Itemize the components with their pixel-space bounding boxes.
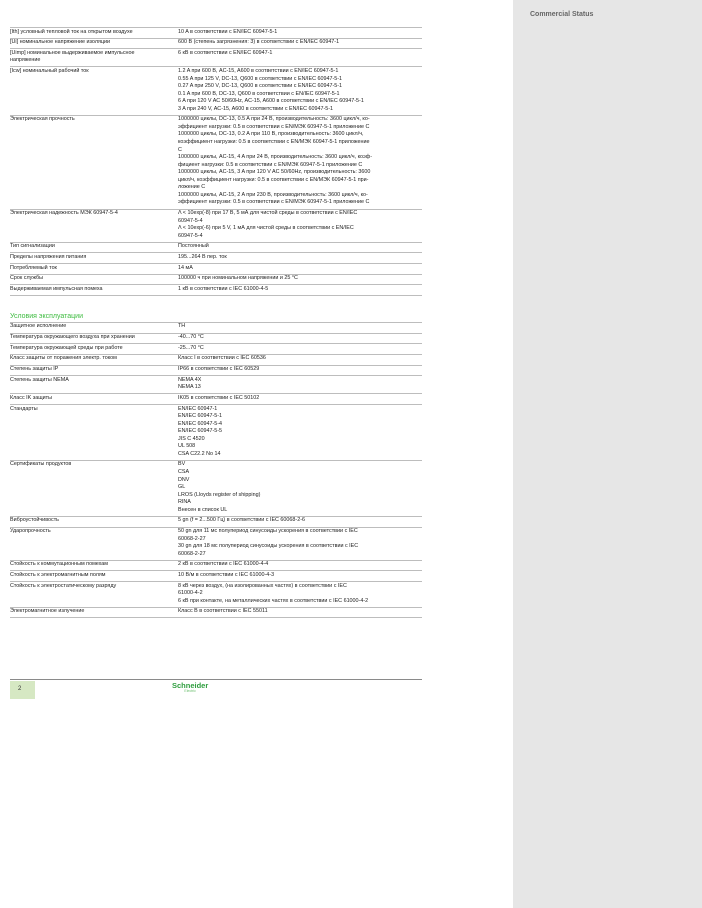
spec-label bbox=[10, 571, 178, 582]
spec-label bbox=[10, 274, 178, 285]
spec-label-line: Степень защиты NEMA bbox=[10, 376, 69, 383]
spec-row bbox=[10, 322, 422, 333]
spec-value-line: IK05 в соответствии с IEC 50102 bbox=[178, 394, 260, 401]
spec-row bbox=[10, 376, 422, 394]
spec-label bbox=[10, 560, 178, 571]
spec-label bbox=[10, 344, 178, 355]
spec-row bbox=[10, 264, 422, 275]
spec-value-line: Класс B в соответствии с IEC 55011 bbox=[178, 608, 268, 615]
spec-value-line: 61000-4-2 bbox=[178, 590, 203, 597]
spec-label bbox=[10, 365, 178, 376]
spec-value-line: эффициент нагрузки: 0.5 в соответствии с EN/МЭК 60947-5-1 приложение C bbox=[178, 123, 370, 130]
spec-value-line: Λ < 10exp(-6) при 5 V, 1 мА для чистой среды в соответствии с EN/IEC bbox=[178, 225, 354, 232]
spec-row bbox=[10, 242, 422, 253]
spec-table-operating-body bbox=[10, 322, 422, 617]
spec-label bbox=[10, 376, 178, 394]
spec-value bbox=[178, 38, 422, 49]
spec-value bbox=[178, 571, 422, 582]
spec-value bbox=[178, 405, 422, 461]
spec-label bbox=[10, 28, 178, 39]
spec-label bbox=[10, 49, 178, 67]
spec-label bbox=[10, 322, 178, 333]
spec-value bbox=[178, 49, 422, 67]
spec-label bbox=[10, 242, 178, 253]
spec-value-line: 0.55 A при 125 V, DC-13, Q600 в соответствии с EN/IEC 60947-5-1 bbox=[178, 75, 343, 82]
spec-value-line: 10 В/м в соответствии с IEC 61000-4-3 bbox=[178, 571, 275, 578]
spec-value bbox=[178, 607, 422, 618]
spec-label-line: Защитное исполнение bbox=[10, 323, 67, 330]
spec-value-line: UL 508 bbox=[178, 443, 196, 450]
spec-value-line: 14 мА bbox=[178, 264, 193, 271]
spec-row bbox=[10, 115, 422, 209]
spec-label-line: Срок службы bbox=[10, 275, 43, 282]
spec-label bbox=[10, 333, 178, 344]
spec-row bbox=[10, 571, 422, 582]
spec-value-line: Внесен в список UL bbox=[178, 506, 228, 513]
spec-value-line: RINA bbox=[178, 499, 191, 506]
spec-value bbox=[178, 516, 422, 527]
spec-value-line: 60068-2-27 bbox=[178, 535, 206, 542]
spec-value bbox=[178, 264, 422, 275]
spec-label-line: Стойкость к электромагнитным полям bbox=[10, 571, 106, 578]
spec-row bbox=[10, 333, 422, 344]
spec-value bbox=[178, 333, 422, 344]
spec-value bbox=[178, 560, 422, 571]
spec-label-line: Пределы напряжения питания bbox=[10, 253, 87, 260]
spec-value-line: 0.27 A при 250 V, DC-13, Q600 в соответствии с EN/IEC 60947-5-1 bbox=[178, 83, 343, 90]
spec-value bbox=[178, 344, 422, 355]
spec-value-line: 5 gn (f = 2...500 Гц) в соответствии с IEC 60068-2-6 bbox=[178, 517, 306, 524]
spec-row bbox=[10, 285, 422, 296]
spec-row bbox=[10, 274, 422, 285]
section-title-operating-conditions: Условия эксплуатации bbox=[10, 312, 83, 320]
spec-value bbox=[178, 365, 422, 376]
spec-value-line: -25...70 °C bbox=[178, 344, 204, 351]
spec-label bbox=[10, 264, 178, 275]
spec-label-line: Температура окружающего воздуха при хранении bbox=[10, 334, 135, 341]
spec-value-line: TH bbox=[178, 323, 186, 330]
spec-value bbox=[178, 322, 422, 333]
spec-value bbox=[178, 115, 422, 209]
spec-row bbox=[10, 253, 422, 264]
spec-row bbox=[10, 28, 422, 39]
spec-label-line: Класс защиты от поражения электр. током bbox=[10, 355, 117, 362]
spec-value-line: 2 кВ в соответствии с IEC 61000-4-4 bbox=[178, 561, 269, 568]
spec-value-line: эффициент нагрузки: 0.5 в соответствии с EN/МЭК 60947-5-1 приложение C bbox=[178, 199, 370, 206]
spec-value bbox=[178, 354, 422, 365]
spec-value-line: 1.2 A при 600 В, AC-15, A600 в соответствии с EN/IEC 60947-5-1 bbox=[178, 67, 339, 74]
spec-row bbox=[10, 516, 422, 527]
spec-label-line: Стойкость к коммутационным помехам bbox=[10, 561, 109, 568]
spec-value bbox=[178, 582, 422, 608]
spec-row bbox=[10, 460, 422, 516]
spec-row bbox=[10, 344, 422, 355]
spec-value-line: Постоянный bbox=[178, 243, 209, 250]
spec-label bbox=[10, 607, 178, 618]
spec-value-line: C bbox=[178, 146, 182, 153]
spec-value-line: 60068-2-27 bbox=[178, 550, 206, 557]
spec-value-line: NEMA 13 bbox=[178, 384, 201, 391]
spec-value-line: IP66 в соответствии с IEC 60529 bbox=[178, 366, 260, 373]
spec-value bbox=[178, 376, 422, 394]
spec-value-line: EN/IEC 60947-5-4 bbox=[178, 420, 223, 427]
spec-row bbox=[10, 209, 422, 242]
spec-value-line: -40...70 °C bbox=[178, 334, 204, 341]
spec-label-line: Сертификаты продуктов bbox=[10, 461, 72, 468]
spec-label-line: Виброустойчивость bbox=[10, 517, 59, 524]
spec-label bbox=[10, 38, 178, 49]
spec-row bbox=[10, 354, 422, 365]
spec-value-line: фициент нагрузки: 0.5 в соответствии с EN/МЭК 60947-5-1 приложение C bbox=[178, 161, 363, 168]
spec-label-line: [Ith] условный тепловой ток на открытом воздухе bbox=[10, 28, 133, 35]
spec-value-line: NEMA 4X bbox=[178, 376, 202, 383]
spec-value-line: коэффициент нагрузки: 0.5 в соответствии с EN/МЭК 60947-5-1 приложение bbox=[178, 138, 370, 145]
schneider-electric-logo bbox=[172, 682, 208, 694]
spec-value bbox=[178, 527, 422, 560]
spec-value bbox=[178, 274, 422, 285]
spec-value-line: 6 кВ в соответствии с EN/IEC 60947-1 bbox=[178, 49, 273, 56]
spec-label-line: Стойкость к электростатическому разряду bbox=[10, 582, 117, 589]
spec-value-line: 1000000 циклы, DC-13, 0.2 A при 110 В, производительность: 3600 цикл/ч, bbox=[178, 131, 364, 138]
spec-value-line: 60947-5-4 bbox=[178, 232, 203, 239]
spec-row bbox=[10, 67, 422, 115]
spec-value-line: 6 A при 120 V AC 50/60Hz, AC-15, A600 в соответствии с EN/IEC 60947-5-1 bbox=[178, 98, 364, 105]
spec-label bbox=[10, 394, 178, 405]
spec-value bbox=[178, 394, 422, 405]
page-number-box bbox=[10, 681, 35, 699]
spec-value-line: 600 В (степень загрязнения: 3) в соответствии с EN/IEC 60947-1 bbox=[178, 39, 340, 46]
spec-row bbox=[10, 560, 422, 571]
spec-value-line: EN/IEC 60947-1 bbox=[178, 405, 218, 412]
spec-value bbox=[178, 285, 422, 296]
spec-value-line: BV bbox=[178, 461, 186, 468]
spec-value-line: 1 кВ в соответствии с IEC 61000-4-5 bbox=[178, 285, 269, 292]
spec-label-line: Электрическая надежность МЭК 60947-5-4 bbox=[10, 210, 118, 216]
document-content bbox=[10, 27, 422, 618]
spec-row bbox=[10, 582, 422, 608]
spec-row bbox=[10, 49, 422, 67]
spec-value-line: 1000000 циклы, AC-15, 3 A при 120 V AC 50/60Hz, производительность: 3600 bbox=[178, 169, 371, 176]
logo-subtext: Electric bbox=[184, 689, 196, 693]
spec-value-line: DNV bbox=[178, 476, 190, 483]
spec-value-line: 10 A в соответствии с EN/IEC 60947-5-1 bbox=[178, 28, 278, 35]
spec-label-line: Степень защиты IP bbox=[10, 366, 59, 373]
spec-value-line: ложение C bbox=[178, 184, 206, 191]
spec-value-line: CSA bbox=[178, 468, 190, 475]
spec-label bbox=[10, 405, 178, 461]
right-sidebar-panel bbox=[513, 0, 702, 908]
spec-value bbox=[178, 67, 422, 115]
spec-value-line: 3 A при 240 V, AC-15, A600 в соответствии с EN/IEC 60947-5-1 bbox=[178, 105, 334, 112]
spec-value bbox=[178, 460, 422, 516]
sidebar-title: Сommercial Status bbox=[530, 11, 594, 18]
spec-value-line: 30 gn для 18 мс полупериод синусоиды ускорения в соответствии с IEC bbox=[178, 543, 359, 550]
spec-label-line: Класс IK защиты bbox=[10, 394, 53, 401]
spec-value-line: GL bbox=[178, 484, 186, 491]
spec-value-line: Класс I в соответствии с IEC 60536 bbox=[178, 355, 266, 362]
spec-row bbox=[10, 38, 422, 49]
spec-value-line: 6 кВ при контакте, на металлических частях в соответствии с IEC 61000-4-2 bbox=[178, 597, 369, 604]
spec-table-main bbox=[10, 27, 422, 296]
spec-value-line: цикл/ч, коэффициент нагрузки: 0.5 в соответствии с EN/МЭК 60947-5-1 при- bbox=[178, 176, 369, 183]
spec-value-line: JIS C 4520 bbox=[178, 435, 205, 442]
spec-value-line: 1000000 циклы, DC-13, 0.5 A при 24 В, производительность: 3600 цикл/ч, ко- bbox=[178, 116, 370, 123]
spec-value-line: LROS (Lloyds register of shipping) bbox=[178, 491, 261, 498]
spec-label bbox=[10, 67, 178, 115]
spec-label bbox=[10, 527, 178, 560]
spec-value-line: 195...264 В пер. ток bbox=[178, 253, 227, 260]
spec-label-line: Стандарты bbox=[10, 405, 38, 412]
spec-value-line: CSA C22.2 No 14 bbox=[178, 450, 221, 457]
spec-value bbox=[178, 28, 422, 39]
spec-value bbox=[178, 242, 422, 253]
spec-label bbox=[10, 460, 178, 516]
spec-label-line: Температура окружающей среды при работе bbox=[10, 344, 123, 351]
spec-value-line: 50 gn для 11 мс полупериод синусоиды ускорения в соответствии с IEC bbox=[178, 528, 358, 534]
spec-label-line: [Ui] номинальное напряжение изоляции bbox=[10, 39, 110, 46]
spec-value bbox=[178, 253, 422, 264]
spec-value-line: 8 кВ через воздух, (на изолированных частях) в соответствии с IEC bbox=[178, 582, 347, 589]
spec-label bbox=[10, 285, 178, 296]
spec-label-line: Электрическая прочность bbox=[10, 116, 75, 123]
spec-value-line: EN/IEC 60947-5-1 bbox=[178, 413, 223, 420]
spec-label bbox=[10, 253, 178, 264]
spec-label-line: Выдерживаемая импульсная помеха bbox=[10, 285, 103, 292]
spec-value-line: 1000000 циклы, AC-15, 2 A при 230 В, производительность: 3600 цикл/ч, ко- bbox=[178, 191, 368, 198]
spec-row bbox=[10, 405, 422, 461]
spec-label-line: Потребляемый ток bbox=[10, 264, 57, 271]
spec-table-operating-conditions bbox=[10, 322, 422, 618]
spec-table-main-body bbox=[10, 28, 422, 296]
spec-value-line: 1000000 циклы, AC-15, 4 A при 24 В, производительность: 3600 цикл/ч, коэф- bbox=[178, 154, 373, 161]
spec-row bbox=[10, 607, 422, 618]
spec-label-line: Тип сигнализации bbox=[10, 243, 55, 250]
spec-value bbox=[178, 209, 422, 242]
spec-label-line: Электромагнитное излучение bbox=[10, 608, 85, 615]
spec-label-line: [Icw] номинальный рабочий ток bbox=[10, 67, 89, 74]
spec-row bbox=[10, 365, 422, 376]
logo-wordmark: Schneider bbox=[172, 681, 209, 690]
spec-label bbox=[10, 516, 178, 527]
spec-label bbox=[10, 582, 178, 608]
spec-label bbox=[10, 115, 178, 209]
spec-row bbox=[10, 527, 422, 560]
spec-row bbox=[10, 394, 422, 405]
spec-label-line: [Uimp] номинальное выдерживаемое импульсное bbox=[10, 49, 135, 56]
spec-value-line: Λ < 10exp(-8) при 17 В, 5 мА для чистой среды в соответствии с EN/IEC bbox=[178, 210, 358, 216]
spec-value-line: 60947-5-4 bbox=[178, 217, 203, 224]
spec-label bbox=[10, 354, 178, 365]
spec-label bbox=[10, 209, 178, 242]
spec-label-line: Ударопрочность bbox=[10, 528, 51, 534]
footer-divider bbox=[10, 679, 422, 680]
spec-value-line: 0.1 A при 600 В, DC-13, Q600 в соответствии с EN/IEC 60947-5-1 bbox=[178, 90, 340, 97]
spec-value-line: EN/IEC 60947-5-5 bbox=[178, 428, 223, 435]
spec-value-line: 100000 ч при номинальном напряжении и 25 °C bbox=[178, 275, 298, 282]
page-number: 2 bbox=[18, 686, 22, 692]
spec-label-line: напряжение bbox=[10, 57, 41, 64]
